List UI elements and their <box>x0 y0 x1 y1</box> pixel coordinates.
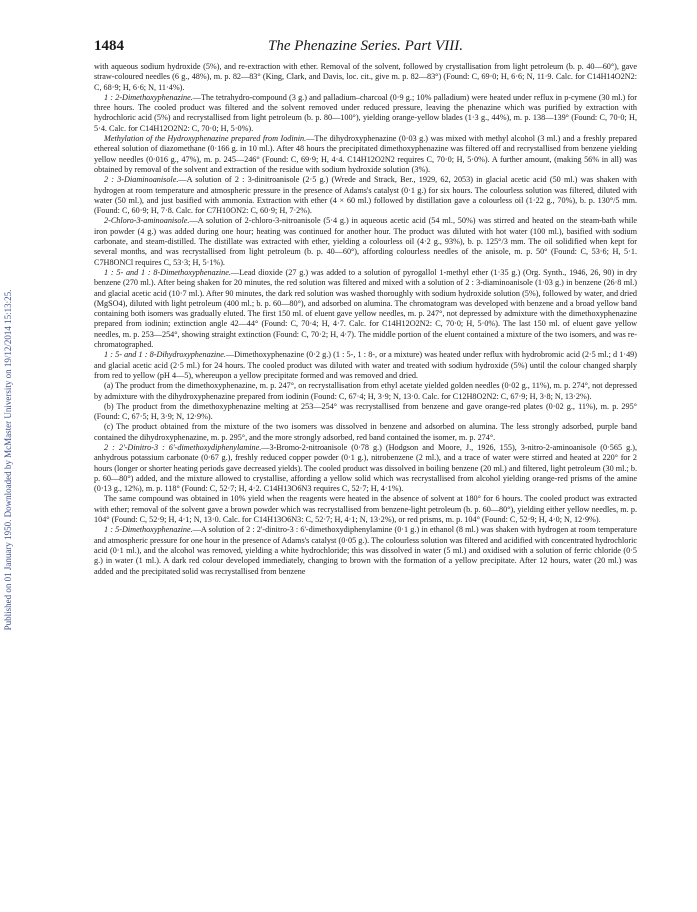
section-heading: 2 : 3-Diaminoanisole. <box>104 175 179 185</box>
download-notice-sidebar <box>0 140 16 780</box>
paragraph-text: —3-Bromo-2-nitroanisole (0·78 g.) (Hodgson and Moore, J., 1926, 155), 3-nitro-2-aminoanisole (0·565 g.), anhydrous potassium carbonate (0·67 g.), freshly reduced copper powder (0·1 g.), nitrobenzene (2 ml.), and a trace of water were stirred and heated at 220° for 2 hours (longer or shorter heating periods gave decreased yields). The cooled product was dissolved in boiling benzene (20 ml.) and filtered, light petroleum (30 ml.; b. p. 60—80°) added, and the mixture allowed to crystallise, affording a yellow solid which was recrystallised from alcohol yielding orange-red prisms of the amine (0·13 g., 12%), m. p. 118° (Found: C, 52·7; H, 4·2. C14H13O6N3 requires C, 52·7; H, 4·1%). <box>94 442 637 494</box>
paragraph-15-dimethoxyphenazine <box>94 525 637 576</box>
paragraph-text: The same compound was obtained in 10% yield when the reagents were heated in the absence of solvent at 180° for 6 hours. The cooled product was extracted with ether; removal of the solvent gave a brown powder which was recrystallised from benzene-light petroleum (b. p. 60—80°), yielding either yellow needles, m. p. 104° (Found: C, 52·9; H, 4·1; N, 13·0. Calc. for C14H13O6N3: C, 52·7; H, 4·1; N, 13·2%), or red prisms, m. p. 104° (Found: C, 52·9; H, 4·0; N, 12·9%). <box>94 494 637 525</box>
paragraph-diaminoanisole <box>94 175 637 216</box>
paragraph-chloroaminoanisole <box>94 216 637 267</box>
section-heading: Methylation of the Hydroxyphenazine prepared from Iodinin. <box>104 134 307 144</box>
paragraph-text: —A solution of 2 : 2'-dinitro-3 : 6'-dimethoxydiphenylamine (0·1 g.) in ethanol (8 ml.) was shaken with hydrogen at room temperature and atmospheric pressure for one hour in the presence of Adams's catalyst (0·05 g.). The colourless solution was filtered and acidified with concentrated hydrochloric acid (0·1 ml.), and the alcohol was removed, yielding a white hydrochloride; this was dissolved in water (5 ml.) and oxidised with a solution of ferric chloride (0·5 g.) in water (1 ml.). A dark red colour developed immediately, changing to brown with the formation of a yellow precipitate. After 12 hours, water (20 ml.) was added and the precipitated solid was recrystallised from benzene <box>94 525 637 576</box>
paragraph-text: —The dihydroxyphenazine (0·03 g.) was mixed with methyl alcohol (3 ml.) and a freshly prepared ethereal solution of diazomethane (0·166 g. in 10 ml.). After 48 hours the precipitated dimethoxyphenazine was filtered off and recrystallised from benzene yielding yellow needles (0·016 g., 47%), m. p. 245—246° (Found: C, 69·9; H, 4·4. C14H12O2N2 requires C, 70·0; H, 5·0%). A further amount, (making 56% in all) was obtained by removal of the solvent and extraction of the residue with sodium hydroxide solution (3%). <box>94 134 637 174</box>
paragraph-text: —The tetrahydro-compound (3 g.) and palladium–charcoal (0·9 g.; 10% palladium) were heated under reflux in p-cymene (30 ml.) for three hours. The cooled product was filtered and the solvent removed under reduced pressure, leaving the phenazine which was purified by extraction with hydrochloric acid (5%) and recrystallised from light petroleum (b. p. 80—100°), yielding orange-yellow blades (1·3 g., 44%), m. p. 138—139° (Found: C, 70·0; H, 5·4. Calc. for C14H12O2N2: C, 70·0; H, 5·0%). <box>94 92 637 133</box>
paragraph-product-c <box>94 422 637 443</box>
article-body <box>94 62 637 577</box>
section-heading: 1 : 5- and 1 : 8-Dimethoxyphenazine. <box>104 267 231 277</box>
page-number: 1484 <box>94 38 124 54</box>
paragraph-text: (b) The product from the dimethoxyphenazine melting at 253—254° was recrystallised from benzene and gave orange-red plates (0·02 g., 11%), m. p. 295° (Found: C, 67·5; H, 3·9; N, 12·9%). <box>94 401 637 422</box>
paragraph-text: —Dimethoxyphenazine (0·2 g.) (1 : 5-, 1 : 8-, or a mixture) was heated under reflux with hydrobromic acid (2·5 ml.; d 1·49) and glacial acetic acid (2·5 ml.) for 24 hours. The cooled product was diluted with water and treated with sodium hydroxide (5%) until the colour changed sharply from red to yellow (pH 4—5), whereupon a yellow precipitate formed and was removed and dried. <box>94 350 637 380</box>
download-notice-text: Published on 01 January 1950. Downloaded by McMaster University on 19/12/2014 15:13:25. <box>3 289 13 631</box>
paragraph-methylation <box>94 134 637 175</box>
paragraph-text: with aqueous sodium hydroxide (5%), and re-extraction with ether. Removal of the solvent, followed by crystallisation from light petroleum (b. p. 40—60°), gave straw-coloured needles (6 g., 48%), m. p. 82—83° (King, Clark, and Davis, loc. cit., give m. p. 82—83°) (Found: C, 69·0; H, 6·6; N, 11·9. Calc. for C14H14O2N2: C, 68·9; H, 6·6; N, 11·4%). <box>94 62 637 92</box>
paragraph-text: —A solution of 2-chloro-3-nitroanisole (5·4 g.) in aqueous acetic acid (54 ml., 50%) was stirred and heated on the steam-bath while iron powder (4 g.) was added during one hour; heating was continued for another hour. The product was diluted with hot water (100 ml.), basified with sodium carbonate, and steam-distilled. The distillate was extracted with ether, yielding a colourless oil (4·2 g., 93%), b. p. 125°/3 mm. The oil solidified when kept for several months, and was recrystallised from light petroleum (b. p. 40—60°), affording colourless needles of the anisole, m. p. 50° (Found: C, 53·6; H, 5·1. C7H8ONCl requires C, 53·3; H, 5·1%). <box>94 216 637 267</box>
paragraph-product-a <box>94 381 637 402</box>
paragraph-dimethoxy-isomers <box>94 268 637 350</box>
paragraph-continuation <box>94 62 637 93</box>
section-heading: 1 : 2-Dimethoxyphenazine. <box>104 92 193 102</box>
paragraph-product-b <box>94 402 637 423</box>
section-heading: 1 : 5-Dimethoxyphenazine. <box>104 525 193 535</box>
paragraph-text: —A solution of 2 : 3-dinitroanisole (2·5 g.) (Wrede and Strack, Ber., 1929, 62, 2053) in glacial acetic acid (50 ml.) was shaken with hydrogen at room temperature and atmospheric pressure in the presence of Adams's catalyst (0·1 g.) for six hours. The colourless solution was filtered, diluted with water (50 ml.), and just basified with ammonia. Extraction with ether (4 × 60 ml.) followed by distillation gave a colourless oil (1·22 g., 70%), b. p. 130°/5 mm. (Found: C, 60·9; H, 7·8. Calc. for C7H10ON2: C, 60·9; H, 7·2%). <box>94 175 637 216</box>
section-heading: 2 : 2'-Dinitro-3 : 6'-dimethoxydiphenylamine. <box>104 442 262 452</box>
paragraph-text: —Lead dioxide (27 g.) was added to a solution of pyrogallol 1-methyl ether (1·35 g.) (Org. Synth., 1946, 26, 90) in dry benzene (270 ml.). After being shaken for 20 minutes, the red solution was filtered and mixed with a solution of 2 : 3-diaminoanisole (1·03 g.) in benzene (26·8 ml.) and glacial acetic acid (10·7 ml.). After 90 minutes, the dark red solution was washed thoroughly with sodium hydroxide solution (5%), followed by water, and dried (MgSO4), diluted with light petroleum (400 ml.; b. p. 60—80°), and adsorbed on alumina. The chromatogram was developed with benzene and a broad yellow band containing both isomers was gradually eluted. The first 150 ml. of eluent gave yellow needles, m. p. 247°, not depressed by admixture with the dimethoxyphenazine prepared from iodinin; extinction angle 42—44° (Found: C, 70·4; H, 4·7. Calc. for C14H12O2N2: C, 70·0; H, 5·0%). The last 150 ml. of eluent gave yellow needles, m. p. 253—254°, showing straight extinction (Found: C, 70·2; H, 4·7). The middle portion of the eluent contained a mixture of the two isomers, and was re-chromatographed. <box>94 267 637 350</box>
section-heading: 1 : 5- and 1 : 8-Dihydroxyphenazine. <box>104 350 226 360</box>
section-heading: 2-Chloro-3-aminoanisole. <box>104 216 190 226</box>
paragraph-dinitro-diphenylamine <box>94 443 637 494</box>
journal-page <box>94 38 637 577</box>
paragraph-dihydroxy-isomers <box>94 350 637 381</box>
page-header <box>94 38 637 62</box>
paragraph-text: (a) The product from the dimethoxyphenazine, m. p. 247°, on recrystallisation from ethyl acetate yielded golden needles (0·02 g., 11%), m. p. 274°, not depressed by admixture with the dihydroxyphenazine prepared from iodinin (Found: C, 67·4; H, 3·9; N, 13·0. Calc. for C12H8O2N2: C, 67·9; H, 3·8; N, 13·2%). <box>94 381 637 401</box>
paragraph-text: (c) The product obtained from the mixture of the two isomers was dissolved in benzene and adsorbed on alumina. The less strongly adsorbed, purple band contained the dihydroxyphenazine, m. p. 295°, and the more strongly adsorbed, red band contained the isomer, m. p. 274°. <box>94 422 637 442</box>
paragraph-dimethoxyphenazine <box>94 93 637 134</box>
paragraph-same-compound <box>94 494 637 525</box>
running-title: The Phenazine Series. Part VIII. <box>268 38 463 54</box>
